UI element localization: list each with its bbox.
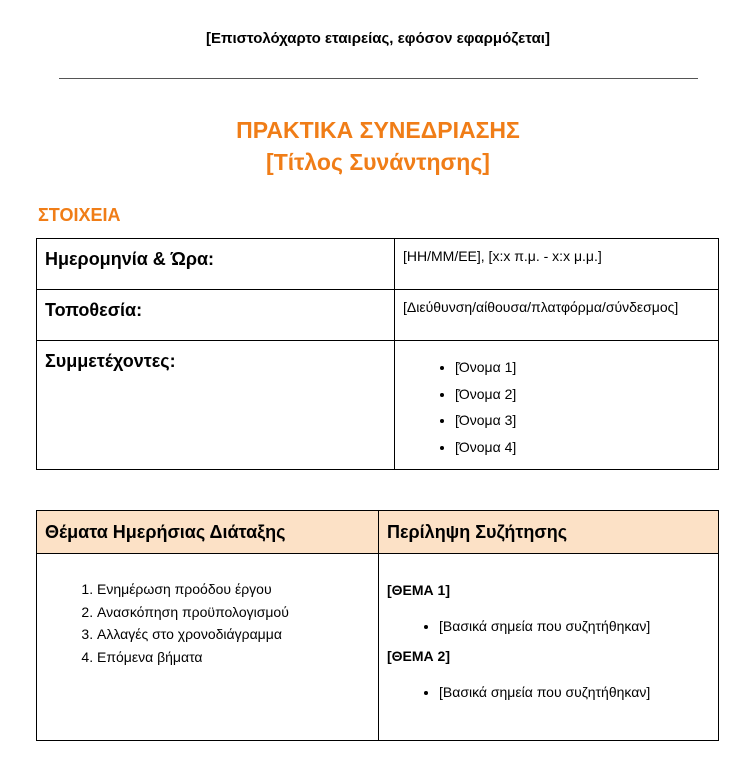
- letterhead-placeholder: [Επιστολόχαρτο εταιρείας, εφόσον εφαρμόζεται]: [206, 30, 550, 47]
- agenda-items-header: Θέματα Ημερήσιας Διάταξης: [37, 511, 379, 554]
- datetime-value[interactable]: [ΗΗ/ΜΜ/ΕΕ], [x:x π.μ. - x:x μ.μ.]: [395, 239, 719, 290]
- location-value[interactable]: [Διεύθυνση/αίθουσα/πλατφόρμα/σύνδεσμος]: [395, 290, 719, 341]
- agenda-table: [36, 510, 719, 741]
- topic-2-heading[interactable]: [ΘΕΜΑ 2]: [387, 648, 450, 664]
- topic-2-points: [387, 682, 710, 702]
- title-main: ΠΡΑΚΤΙΚΑ ΣΥΝΕΔΡΙΑΣΗΣ: [236, 117, 520, 143]
- topic-1-points: [387, 616, 710, 636]
- datetime-row: [37, 239, 719, 290]
- header-divider: [59, 78, 698, 79]
- attendee-item[interactable]: • [Όνομα 4]: [455, 434, 710, 461]
- attendees-label: Συμμετέχοντες:: [37, 341, 395, 470]
- details-table: [36, 238, 719, 470]
- location-row: [37, 290, 719, 341]
- document-title: [0, 114, 756, 178]
- title-meeting-name: [Τίτλος Συνάντησης]: [266, 149, 490, 175]
- agenda-header-row: [37, 511, 719, 554]
- attendees-row: [37, 341, 719, 470]
- discussion-summary-cell: [379, 554, 719, 741]
- location-label: Τοποθεσία:: [37, 290, 395, 341]
- topic-1-heading[interactable]: [ΘΕΜΑ 1]: [387, 582, 450, 598]
- section-heading-details: ΣΤΟΙΧΕΙΑ: [38, 205, 121, 225]
- topic-2-point[interactable]: • [Βασικά σημεία που συζητήθηκαν]: [439, 682, 710, 702]
- attendee-item[interactable]: • [Όνομα 2]: [455, 381, 710, 408]
- datetime-label: Ημερομηνία & Ώρα:: [37, 239, 395, 290]
- discussion-summary-header: Περίληψη Συζήτησης: [379, 511, 719, 554]
- topic-1-point[interactable]: • [Βασικά σημεία που συζητήθηκαν]: [439, 616, 710, 636]
- agenda-item[interactable]: 4. Επόμενα βήματα: [97, 646, 370, 669]
- agenda-body-row: [37, 554, 719, 741]
- attendees-cell: [395, 341, 719, 470]
- agenda-items-cell: [37, 554, 379, 741]
- agenda-item[interactable]: 1. Ενημέρωση προόδου έργου: [97, 578, 370, 601]
- agenda-item[interactable]: 2. Ανασκόπηση προϋπολογισμού: [97, 601, 370, 624]
- attendee-item[interactable]: • [Όνομα 1]: [455, 354, 710, 381]
- attendees-list: [403, 354, 710, 460]
- attendee-item[interactable]: • [Όνομα 3]: [455, 407, 710, 434]
- agenda-item[interactable]: 3. Αλλαγές στο χρονοδιάγραμμα: [97, 623, 370, 646]
- agenda-items-list: [45, 578, 370, 668]
